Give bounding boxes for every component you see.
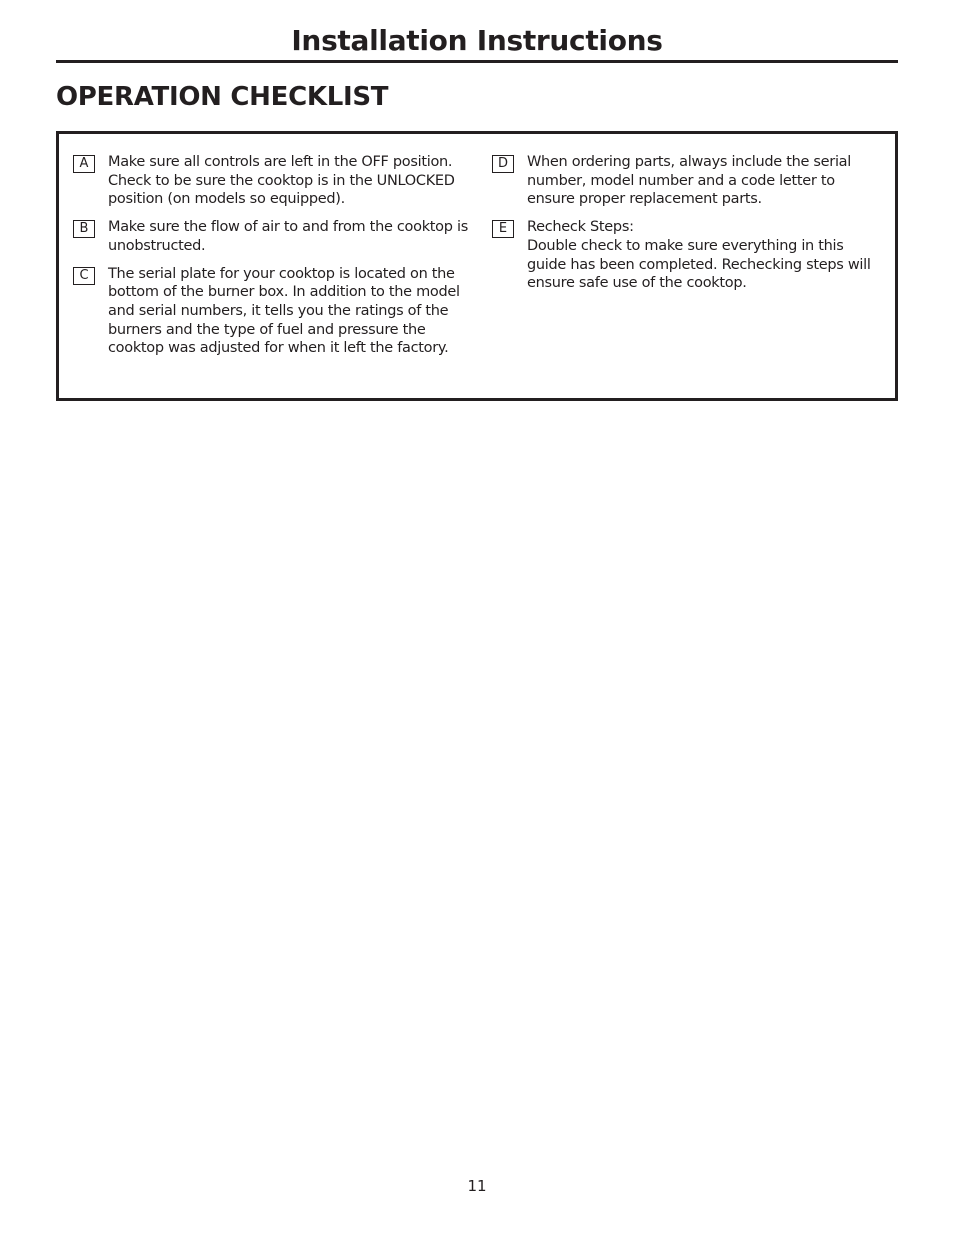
checklist-item-a <box>73 153 473 209</box>
checklist-column-left <box>73 153 473 367</box>
item-heading: Recheck Steps: <box>527 219 634 236</box>
item-text: Make sure all controls are left in the OFF position. Check to be sure the cooktop is in the UNLOCKED position (on models so equipped). <box>108 154 455 208</box>
item-text: Make sure the flow of air to and from the cooktop is unobstructed. <box>108 219 468 254</box>
item-text: Double check to make sure everything in this guide has been completed. Rechecking steps will ensure safe use of the cooktop. <box>527 237 871 292</box>
section-title: OPERATION CHECKLIST <box>56 82 389 112</box>
page-number: 11 <box>467 1177 487 1195</box>
operation-checklist-box <box>56 131 898 401</box>
header-divider <box>56 60 898 63</box>
checklist-item-b <box>73 218 473 255</box>
item-text-block <box>527 218 872 293</box>
checklist-item-e <box>492 218 872 293</box>
checklist-item-d <box>492 153 872 209</box>
item-letter-badge: B <box>73 220 95 238</box>
item-letter-badge: E <box>492 220 514 238</box>
item-letter-badge: C <box>73 267 95 285</box>
checklist-column-right <box>492 153 872 302</box>
item-letter-badge: A <box>73 155 95 173</box>
page-header-title: Installation Instructions <box>291 24 663 57</box>
item-letter-badge: D <box>492 155 514 173</box>
checklist-item-c <box>73 265 473 359</box>
item-text: The serial plate for your cooktop is located on the bottom of the burner box. In addition to the model and serial numbers, it tells you the ratings of the burners and the type of fuel and pressure the cooktop was adjusted for when it left the factory. <box>108 265 460 357</box>
item-text: When ordering parts, always include the serial number, model number and a code letter to ensure proper replacement parts. <box>527 154 851 208</box>
